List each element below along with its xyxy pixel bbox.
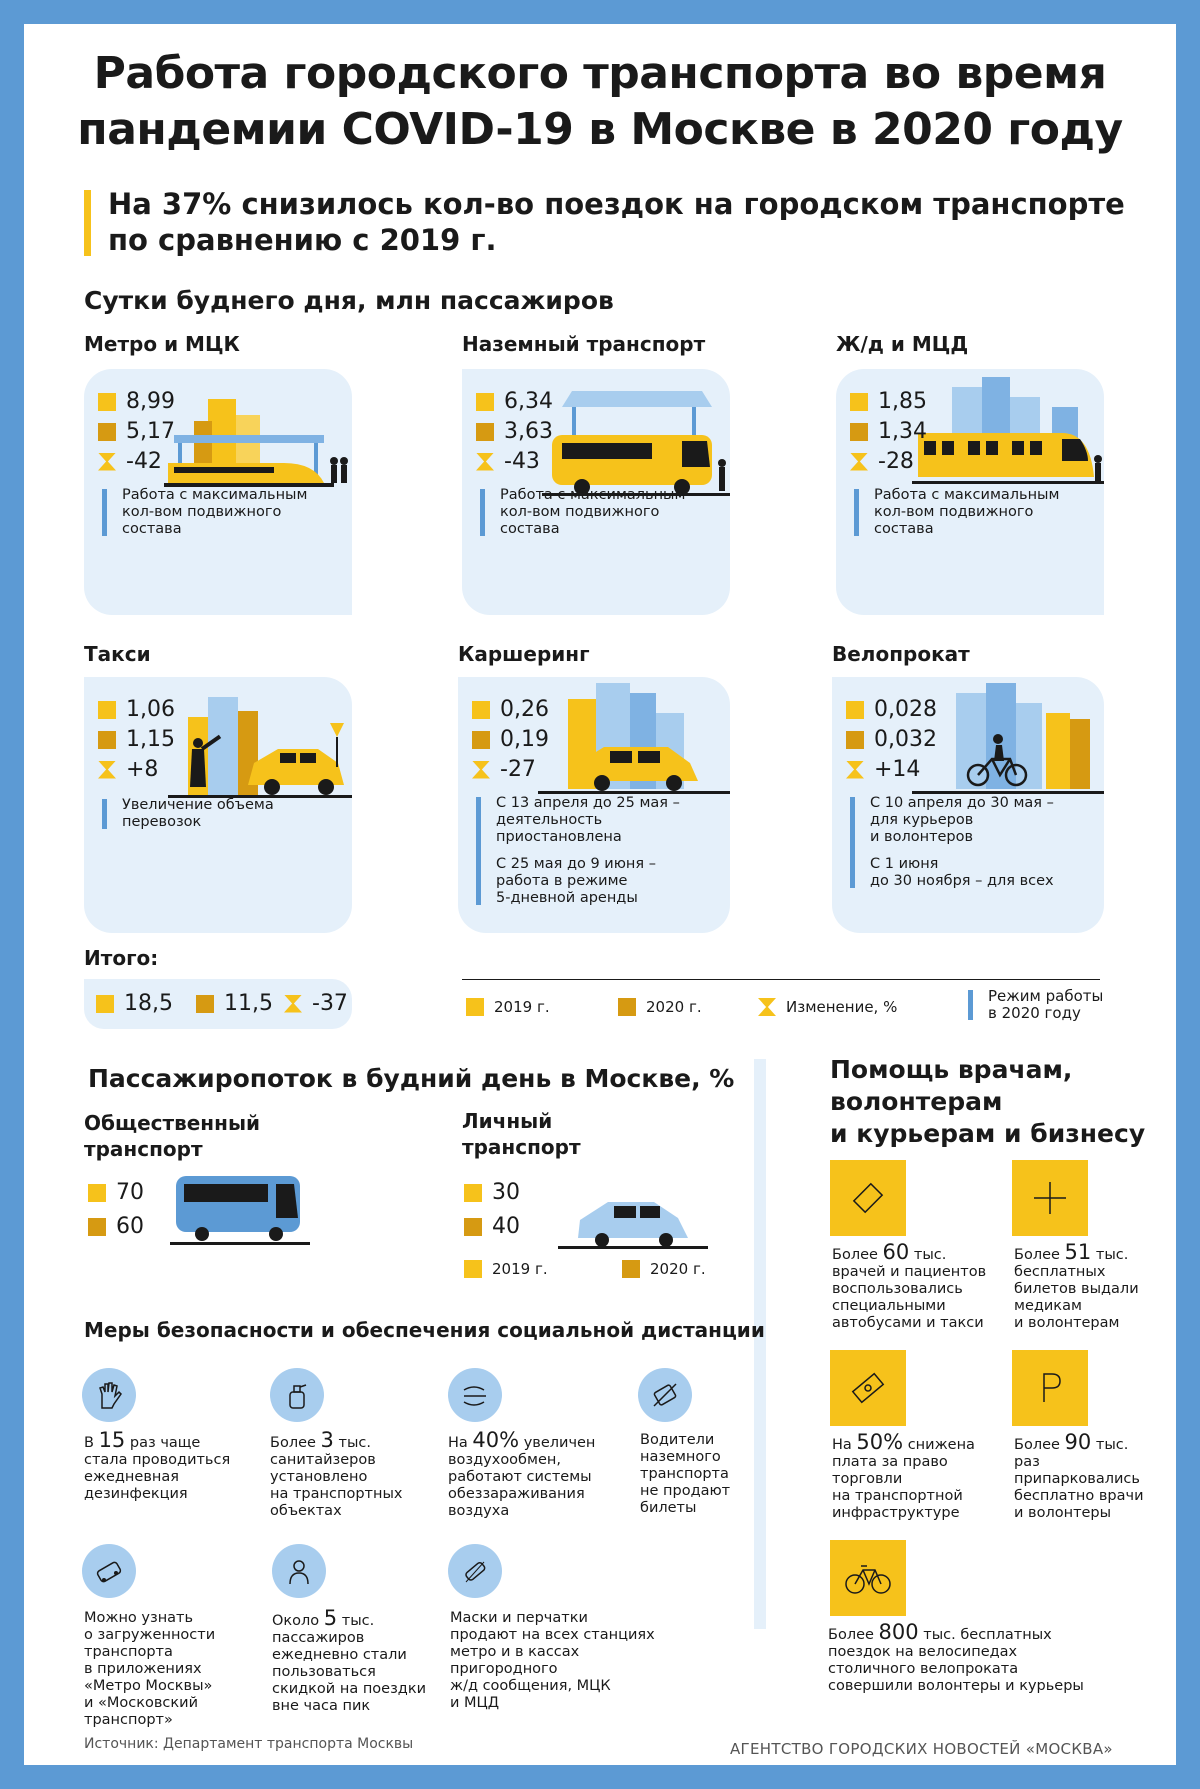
hourglass-icon [850,453,868,471]
legend-2020: 2020 г. [618,998,702,1016]
legend-2019-icon [476,393,494,411]
metro-note: Работа с максимальным кол-вом подвижного состава [102,487,342,538]
mode-card-carsharing [458,677,730,933]
legend-change: Изменение, % [758,998,897,1016]
subheadline-accent-bar [84,190,91,256]
safety-item-load-app: Можно узнать о загруженности транспорта в приложениях «Метро Москвы» и «Московский транспорт» [84,1610,216,1728]
mode-card-bike [832,677,1104,933]
surface-2020: 3,63 [476,419,553,444]
legend-2019-icon [98,701,116,719]
mode-card-rail [836,369,1104,615]
legend-2020-icon [472,731,490,749]
metro-2019: 8,99 [98,389,175,414]
surface-note: Работа с максимальным кол-вом подвижного состава [480,487,720,538]
safety-item-no-tickets: Водители наземного транспорта не продают билеты [640,1432,731,1516]
carsharing-illustration [538,683,730,803]
help-item-trade-fee: На 50% снижена плата за право торговли на транспортной инфраструктуре [832,1430,975,1521]
ticket-icon [830,1160,906,1236]
bike-note: С 10 апреля до 30 мая – для курьеров и волонтеров С 1 июня до 30 ноября – для всех [850,795,1095,890]
no-ticket-icon [638,1368,692,1422]
legend-2020-icon [618,998,636,1016]
safety-item-sanitizers: Более 3 тыс. санитайзеров установлено на транспортных объектах [270,1428,403,1519]
legend-2020-icon [622,1260,640,1278]
bike-change: +14 [846,757,920,782]
flow-private-2019: 30 [464,1180,520,1205]
infographic-sheet [24,24,1176,1765]
help-item-bike-rides: Более 800 тыс. бесплатных поездок на велосипедах столичного велопроката совершили волонтеры и курьеры [828,1620,1084,1694]
flow-legend-2019: 2019 г. [464,1260,548,1278]
taxi-2020: 1,15 [98,727,175,752]
hourglass-icon [98,761,116,779]
carsharing-change: -27 [472,757,536,782]
help-title: Помощь врачам, волонтерам и курьерам и бизнесу [830,1055,1146,1148]
carsharing-2020: 0,19 [472,727,549,752]
mode-title-carsharing: Каршеринг [458,642,590,666]
legend-2020-icon [464,1218,482,1236]
total-card [84,979,352,1029]
column-divider [754,1059,766,1629]
legend-2020-icon [98,731,116,749]
legend-2019-icon [472,701,490,719]
mask-icon [448,1544,502,1598]
legend-2020-icon [88,1218,106,1236]
metro-2020: 5,17 [98,419,175,444]
safety-title: Меры безопасности и обеспечения социальной дистанции [84,1318,765,1342]
hourglass-icon [472,761,490,779]
hourglass-icon [284,995,302,1013]
metro-change: -42 [98,449,162,474]
weekday-section-title: Сутки буднего дня, млн пассажиров [84,286,614,315]
mode-title-bike: Велопрокат [832,642,970,666]
legend-2019-icon [846,701,864,719]
total-change: -37 [284,991,348,1016]
hourglass-icon [98,453,116,471]
surface-2019: 6,34 [476,389,553,414]
mode-title-rail: Ж/д и МЦД [836,332,969,356]
legend-2020-icon [98,423,116,441]
total-2019: 18,5 [96,991,173,1016]
legend-2019-icon [466,998,484,1016]
safety-item-airflow: На 40% увеличен воздухообмен, работают системы обеззараживания воздуха [448,1428,596,1519]
safety-item-discount: Около 5 тыс. пассажиров ежедневно стали пользоваться скидкой на поездки вне часа пик [272,1606,427,1714]
legend-divider [462,979,1100,980]
hourglass-icon [758,998,776,1016]
carsharing-2019: 0,26 [472,697,549,722]
rail-change: -28 [850,449,914,474]
help-item-parking: Более 90 тыс. раз припарковались бесплатно врачи и волонтеры [1014,1430,1144,1521]
bus-load-icon [82,1544,136,1598]
train-illustration [912,377,1104,501]
source-note: Источник: Департамент транспорта Москвы [84,1736,414,1752]
bike-illustration [912,683,1104,803]
mode-title-metro: Метро и МЦК [84,332,240,356]
metro-train-illustration [164,391,352,501]
legend-2020-icon [196,995,214,1013]
carsharing-note: С 13 апреля до 25 мая – деятельность приостановлена С 25 мая до 9 июня – работа в режиме 5-дневной аренды [476,795,716,907]
flow-title: Пассажиропоток в будний день в Москве, % [88,1064,735,1093]
subheadline: На 37% снизилось кол-во поездок на городском транспорте по сравнению с 2019 г. [108,187,1125,257]
rail-2019: 1,85 [850,389,927,414]
mode-title-taxi: Такси [84,642,151,666]
total-label: Итого: [84,946,159,970]
legend-2019-icon [98,393,116,411]
legend-2019-icon [96,995,114,1013]
help-item-tickets: Более 51 тыс. бесплатных билетов выдали медикам и волонтерам [1014,1240,1139,1331]
total-2020: 11,5 [196,991,273,1016]
glove-icon [82,1368,136,1422]
safety-item-disinfection: В 15 раз чаще стала проводиться ежедневная дезинфекция [84,1428,231,1502]
legend-2020-icon [476,423,494,441]
private-car-illustration [558,1180,708,1256]
passenger-icon [272,1544,326,1598]
flow-private-2020: 40 [464,1214,520,1239]
taxi-note: Увеличение объема перевозок [102,797,342,831]
mode-title-surface: Наземный транспорт [462,332,706,356]
flow-public-2019: 70 [88,1180,144,1205]
air-icon [448,1368,502,1422]
legend-2020-icon [850,423,868,441]
legend-2019-icon [464,1184,482,1202]
main-title: Работа городского транспорта во время пандемии COVID-19 в Москве в 2020 году [77,48,1123,155]
safety-item-masks: Маски и перчатки продают на всех станциях метро и в кассах пригородного ж/д сообщения, МЦК и МЦД [450,1610,655,1711]
surface-change: -43 [476,449,540,474]
public-bus-illustration [170,1170,310,1252]
legend-2019-icon [464,1260,482,1278]
mode-card-surface [462,369,730,615]
flow-legend-2020: 2020 г. [622,1260,706,1278]
flow-public-title: Общественный транспорт [84,1111,261,1161]
legend-2019: 2019 г. [466,998,550,1016]
bus-illustration [542,377,730,501]
taxi-illustration [168,687,352,807]
taxi-2019: 1,06 [98,697,175,722]
taxi-change: +8 [98,757,158,782]
bicycle-icon [830,1540,906,1616]
rail-2020: 1,34 [850,419,927,444]
legend-2019-icon [850,393,868,411]
hourglass-icon [476,453,494,471]
legend-mode: Режим работы в 2020 году [968,988,1103,1022]
legend-2019-icon [88,1184,106,1202]
flow-private-title: Личный транспорт [462,1109,581,1159]
rail-note: Работа с максимальным кол-вом подвижного состава [854,487,1094,538]
mode-card-metro [84,369,352,615]
mode-card-taxi [84,677,352,933]
plus-icon [1012,1160,1088,1236]
legend-2020-icon [846,731,864,749]
money-icon [830,1350,906,1426]
bike-2020: 0,032 [846,727,937,752]
bike-2019: 0,028 [846,697,937,722]
agency-credit: АГЕНТСТВО ГОРОДСКИХ НОВОСТЕЙ «МОСКВА» [730,1740,1113,1758]
flow-public-2020: 60 [88,1214,144,1239]
parking-icon [1012,1350,1088,1426]
hourglass-icon [846,761,864,779]
sanitizer-icon [270,1368,324,1422]
help-item-buses: Более 60 тыс. врачей и пациентов воспользовались специальными автобусами и такси [832,1240,987,1331]
